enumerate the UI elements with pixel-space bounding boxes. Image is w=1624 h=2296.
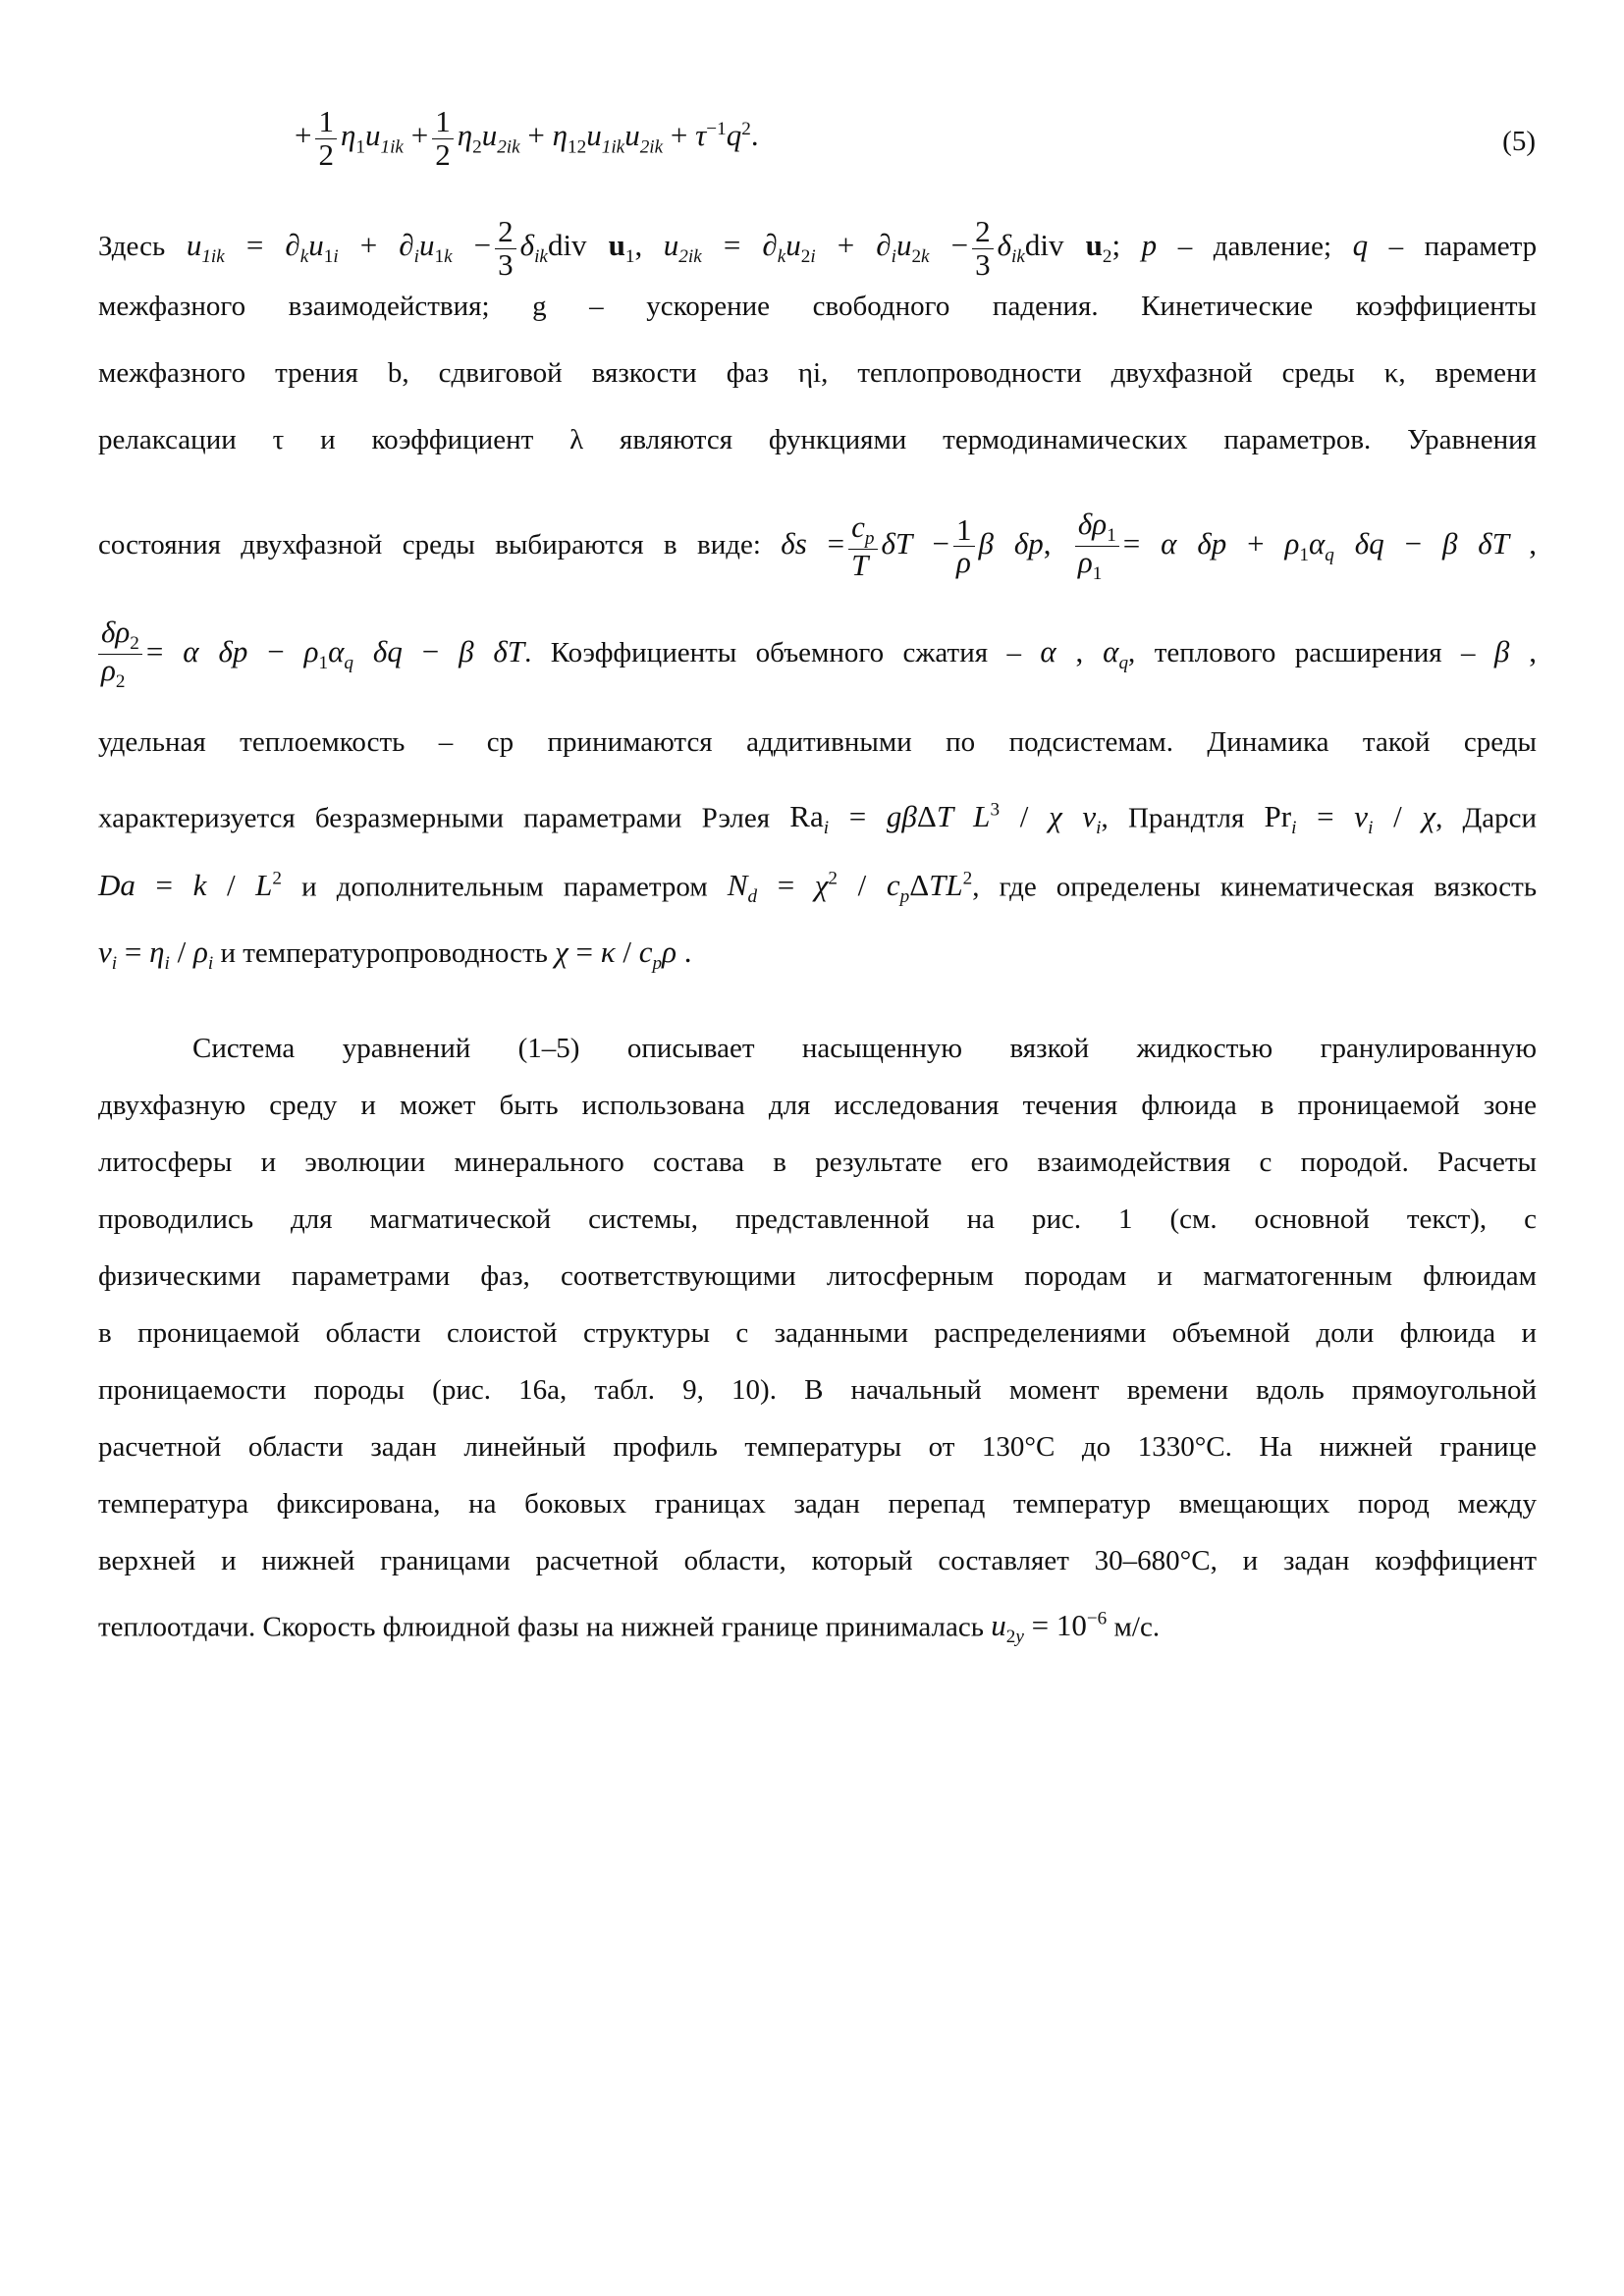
definitions-line-7: удельная теплоемкость – cp принимаются аддитивными по подсистемам. Динамика такой среды (98, 726, 1537, 758)
velocity-exponent: −6 (1086, 1609, 1108, 1629)
paragraph-line-8: расчетной области задан линейный профиль температуры от 130°С до 1330°С. На нижней границе (98, 1431, 1537, 1463)
prandtl-formula: $Pr_i = \nu_i / \chi$ (1264, 799, 1436, 839)
paragraph-line-2: двухфазную среду и может быть использована для исследования течения флюида в проницаемой зоне (98, 1090, 1537, 1121)
viscosity-text: , где определены кинематическая вязкость (972, 871, 1538, 903)
paragraph-line-7: проницаемости породы (рис. 16а, табл. 9, 10). В начальный момент времени вдоль прямоугольной (98, 1374, 1537, 1406)
u1ik-formula: $u_{1ik} = \partial_ku_{1i} + \partial_iu_{1k}$ − $\frac{2}{3}$ $\delta_{ik}div$ $u_1$, (186, 214, 643, 282)
velocity-value: 10 (1056, 1608, 1087, 1643)
paragraph-line-11: теплоотдачи. Скорость флюидной фазы на нижней границе принималась $u_{2y} = 10^{-6}$ м/с. (98, 1608, 1161, 1648)
nu-formula: $\nu_i = \eta_i / \rho_i$ (98, 934, 214, 975)
definitions-line-3: межфазного трения b, сдвиговой вязкости фаз ηi, теплопроводности двухфазной среды κ, времени (98, 357, 1537, 389)
diffusivity-text: и температуропроводность (220, 937, 548, 969)
velocity-unit: м/с (1113, 1611, 1153, 1643)
paragraph-line-6: в проницаемой области слоистой структуры с заданными распределениями объемной доли флюида и (98, 1317, 1537, 1349)
definitions-line-5 (98, 508, 1537, 585)
paragraph-line-4: проводились для магматической системы, представленной на рис. 1 (см. основной текст), с (98, 1203, 1537, 1235)
paragraph-line-10: верхней и нижней границами расчетной области, который составляет 30–680°С, и задан коэффициент (98, 1545, 1537, 1576)
pressure-text: – давление; (1177, 231, 1331, 263)
definitions-line-9 (98, 860, 1537, 918)
definitions-line-4: релаксации τ и коэффициент λ являются функциями термодинамических параметров. Уравнения (98, 424, 1537, 455)
velocity-text: теплоотдачи. Скорость флюидной фазы на нижней границе принималась (98, 1611, 984, 1643)
state-equations-text: состояния двухфазной среды выбираются в виде: (98, 528, 761, 561)
chi-formula: $\chi = \kappa / c_p\rho$ . (555, 934, 692, 975)
prandtl-text: , Прандтля (1101, 802, 1245, 834)
expansion-text: , теплового расширения – (1128, 636, 1476, 668)
u2ik-formula: $u_{2ik} = \partial_ku_{2i} + \partial_iu_{2k}$ − $\frac{2}{3}$ $\delta_{ik}div$ $u_2$; (663, 214, 1121, 282)
definitions-line-10 (98, 933, 1537, 984)
definitions-line-1: Здесь $u_{1ik} = \partial_ku_{1i} + \partial_iu_{1k}$ − $\frac{2}{3}$ $\delta_{ik}div$ $u_1$, $u_{2ik} = \partial_ku_{2i} + \partial_iu_{2k}$ − $\frac{2}{3}$ $\delta_{ik}div$ $u_2$; p – давление; q – параметр (98, 214, 1538, 282)
paragraph-line-1: Система уравнений (1–5) описывает насыщенную вязкой жидкостью гранулированную (192, 1033, 1537, 1064)
here-label: Здесь (98, 231, 166, 263)
nd-text: и дополнительным параметром (301, 871, 708, 903)
darcy-formula: $Da = k / L^2$ (98, 868, 283, 903)
entropy-formula: δs = $\frac{c_p}{T}$ δT − $\frac{1}{\rho}$ β δp, (781, 508, 1052, 583)
definitions-line-6: $\frac{\delta\rho_2}{\rho_2}$ = α $\delta p - \rho_1\alpha_q$ δq − β δT. Коэффициенты объемного сжатия – α , $\alpha_q$, теплового расширения – β , (98, 616, 1537, 693)
rayleigh-formula: $Ra_i = g\beta\Delta T$ $L^3$ / χ $\nu_i$ (789, 799, 1102, 839)
equation-5: + $\frac{1}{2}$ $\eta_1u_{1ik}$ + $\frac{1}{2}$ $\eta_2u_{2ik} + \eta_{12}u_{1ik}u_{2ik} + \tau^{-1}q^2$. (295, 104, 759, 172)
definitions-line-2: межфазного взаимодействия; g – ускорение свободного падения. Кинетические коэффициенты (98, 291, 1537, 322)
paragraph-line-3: литосферы и эволюции минерального состава в результате его взаимодействия с породой. Расчеты (98, 1147, 1537, 1178)
darcy-text: , Дарси (1435, 802, 1538, 834)
definitions-line-8 (98, 791, 1537, 849)
compression-text: . Коэффициенты объемного сжатия – (524, 636, 1021, 668)
paragraph-line-9: температура фиксирована, на боковых границах задан перепад температур вмещающих пород между (98, 1488, 1537, 1520)
rho2-formula: $\frac{\delta\rho_2}{\rho_2}$ = α $\delta p - \rho_1\alpha_q$ δq − β δT (98, 634, 524, 668)
nd-formula: $N_d = \chi^2 / c_p\Delta TL^2$ (727, 868, 973, 908)
rho1-formula: $\frac{\delta\rho_1}{\rho_1}$ = α $\delta p + \rho_1\alpha_q$ δq − β δT , (1071, 526, 1537, 561)
rayleigh-text: характеризуется безразмерными параметрами Рэлея (98, 802, 771, 834)
paragraph-line-5: физическими параметрами фаз, соответствующими литосферным породам и магматогенным флюидам (98, 1260, 1537, 1292)
q-text: – параметр (1388, 231, 1538, 263)
velocity-formula: $u_{2y} = 10^{-6}$ (991, 1608, 1108, 1648)
equation-number: (5) (1502, 126, 1536, 157)
